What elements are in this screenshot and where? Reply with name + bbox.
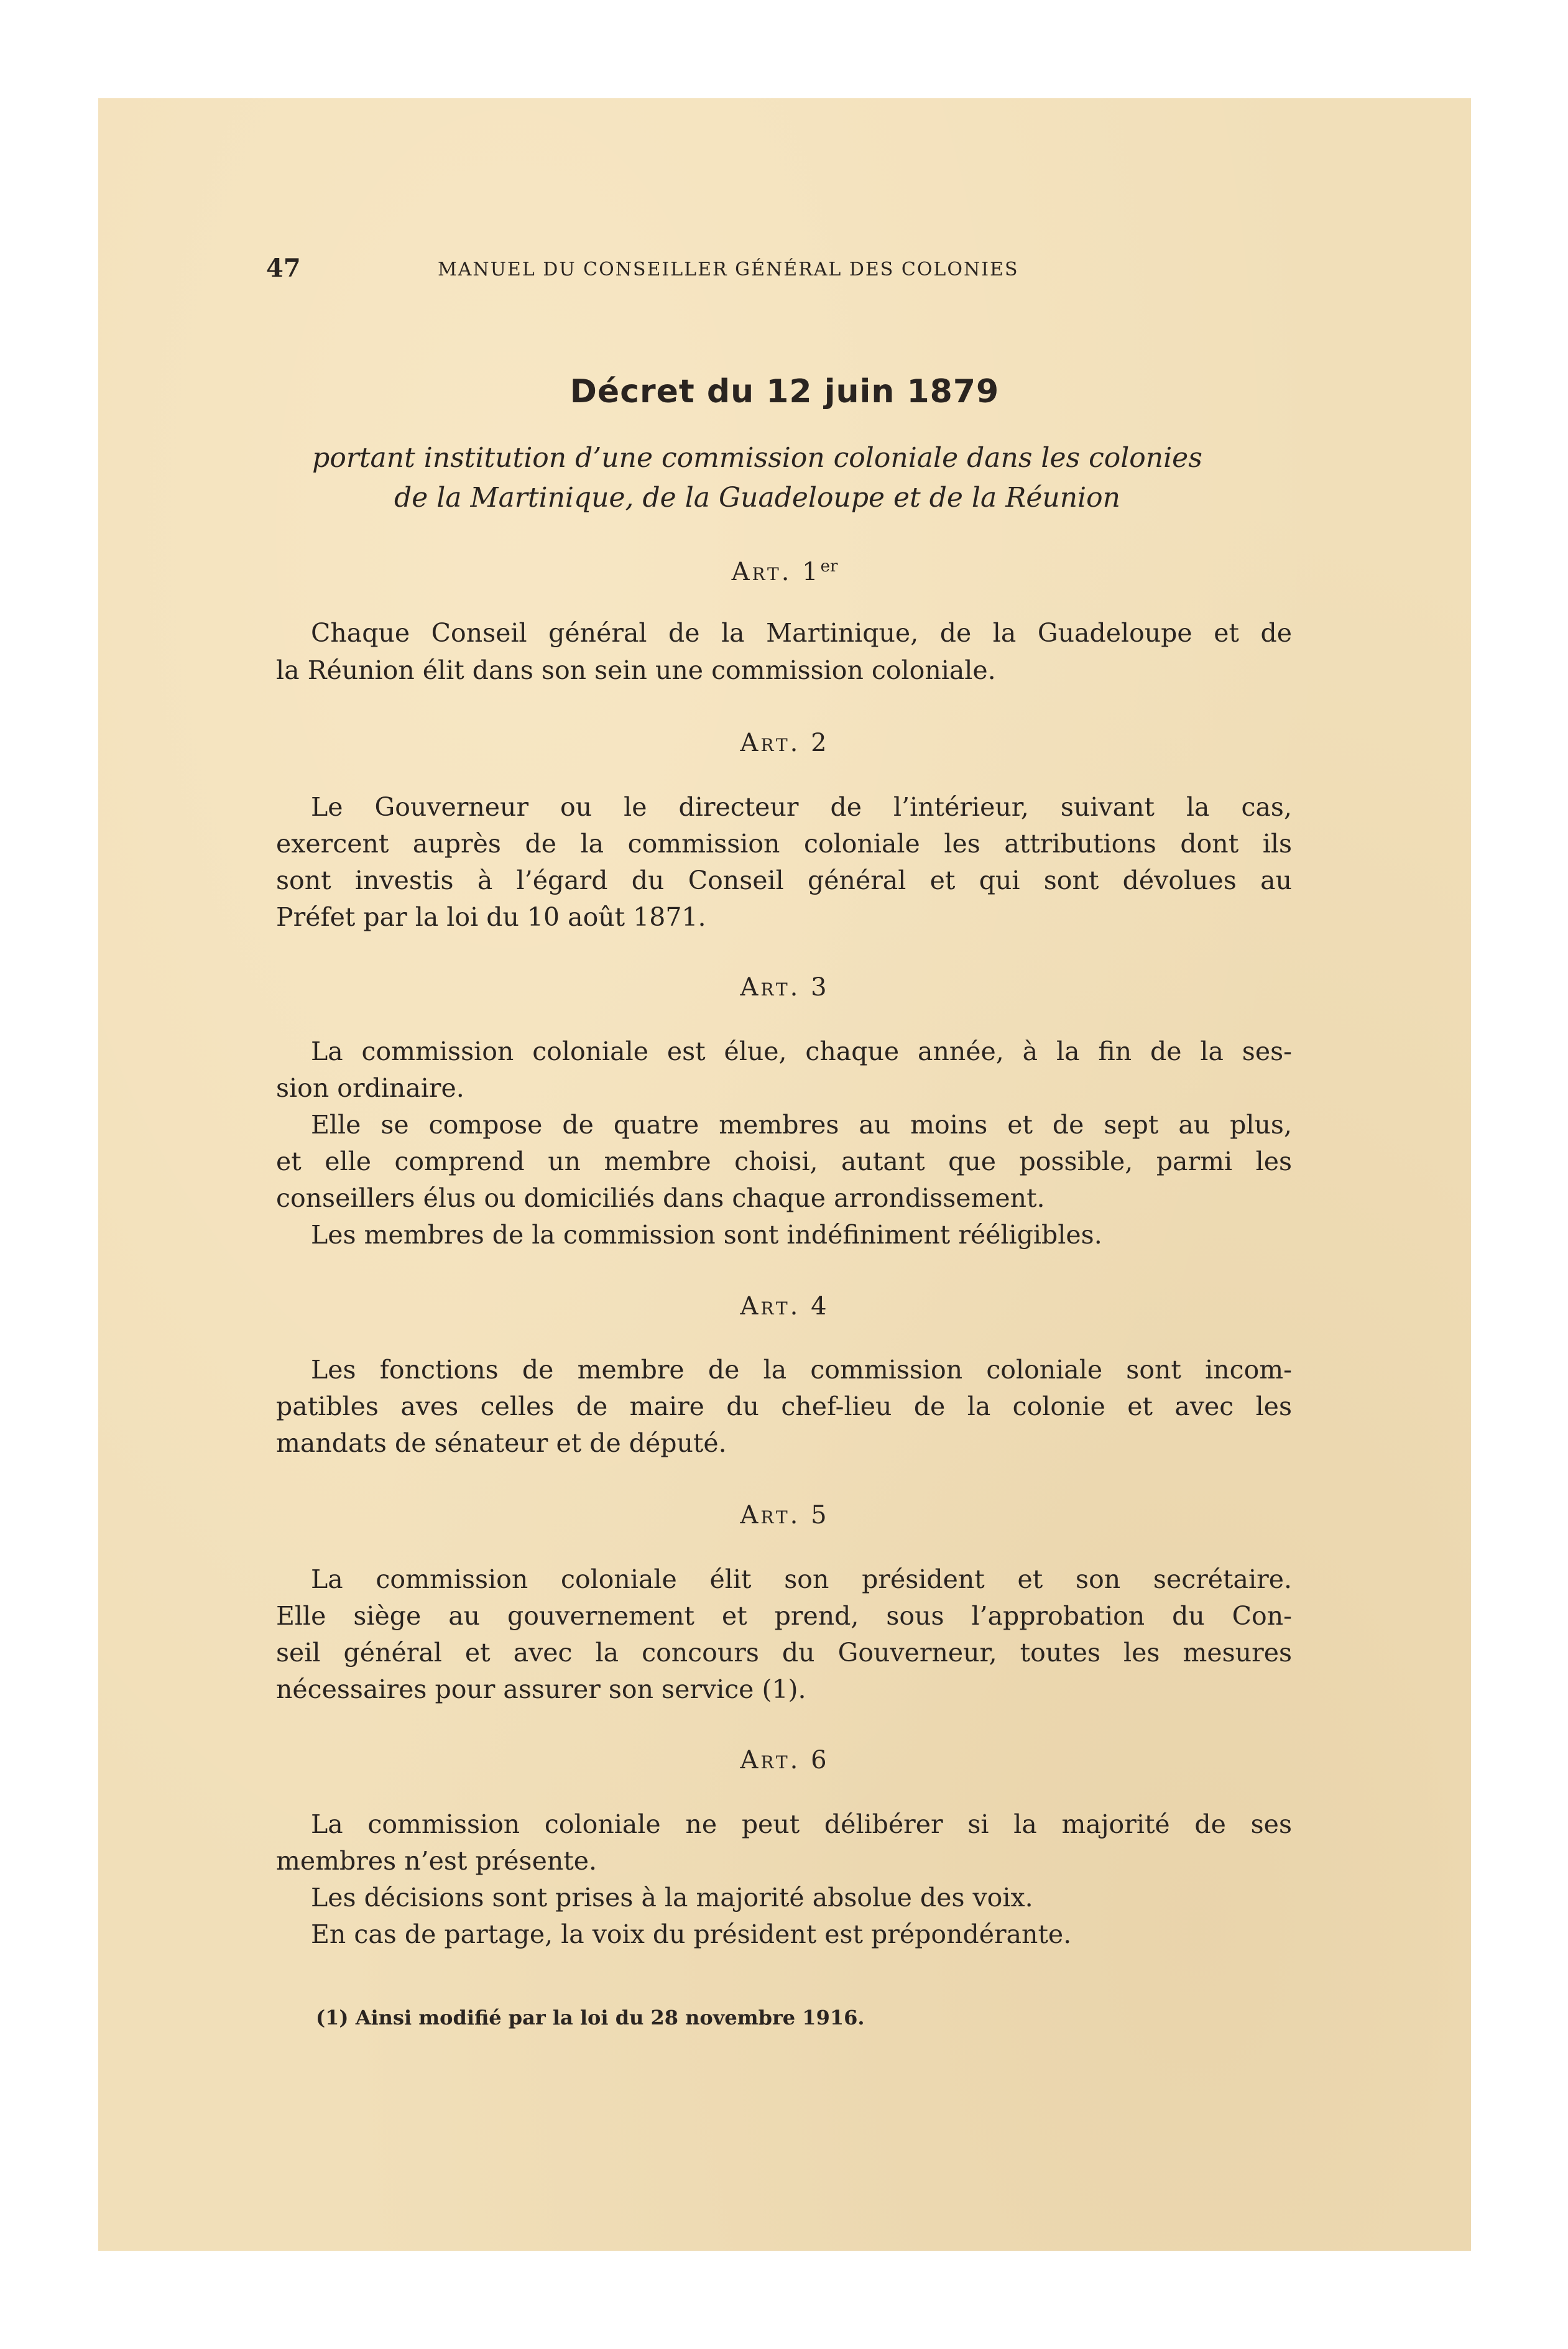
page-header bbox=[266, 254, 1236, 291]
article-4-line: patibles aves celles de maire du chef-lieu de la colonie et avec les bbox=[276, 1391, 1292, 1421]
article-5-line: La commission coloniale élit son président et son secrétaire. bbox=[311, 1564, 1292, 1594]
article-6-line: membres n’est présente. bbox=[276, 1846, 597, 1876]
article-2-line: Le Gouverneur ou le directeur de l’intérieur, suivant la cas, bbox=[311, 792, 1292, 822]
document-page bbox=[98, 98, 1471, 2251]
article-6-line: Les décisions sont prises à la majorité absolue des voix. bbox=[311, 1883, 1033, 1913]
article-3-line: sion ordinaire. bbox=[276, 1073, 464, 1103]
article-5-line: nécessaires pour assurer son service (1). bbox=[276, 1674, 806, 1704]
article-2-line: Préfet par la loi du 10 août 1871. bbox=[276, 902, 706, 932]
article-2-line: exercent auprès de la commission coloniale les attributions dont ils bbox=[276, 829, 1292, 859]
article-3-line: et elle comprend un membre choisi, autant que possible, parmi les bbox=[276, 1147, 1292, 1176]
page-number: 47 bbox=[266, 254, 301, 283]
article-1-line: Chaque Conseil général de la Martinique, de la Guadeloupe et de bbox=[311, 618, 1292, 648]
article-1-line: la Réunion élit dans son sein une commission coloniale. bbox=[276, 655, 996, 685]
running-head: MANUEL DU CONSEILLER GÉNÉRAL DES COLONIES bbox=[438, 259, 1019, 280]
article-2-line: sont investis à l’égard du Conseil général et qui sont dévolues au bbox=[276, 865, 1292, 895]
article-3-line: Elle se compose de quatre membres au moins et de sept au plus, bbox=[311, 1110, 1292, 1140]
article-label: Art. 1 bbox=[731, 558, 821, 586]
article-3-line: Les membres de la commission sont indéfiniment rééligibles. bbox=[311, 1220, 1102, 1250]
decree-subtitle-line: de la Martinique, de la Guadeloupe et de la Réunion bbox=[394, 482, 1120, 514]
article-4-line: mandats de sénateur et de député. bbox=[276, 1428, 727, 1458]
article-heading-5: Art. 5 bbox=[740, 1501, 829, 1530]
decree-subtitle-line: portant institution d’une commission coloniale dans les colonies bbox=[312, 442, 1202, 474]
article-5-line: Elle siège au gouvernement et prend, sous l’approbation du Con- bbox=[276, 1601, 1292, 1631]
article-6-line: La commission coloniale ne peut délibérer si la majorité de ses bbox=[311, 1809, 1292, 1839]
article-label-superscript: er bbox=[820, 557, 838, 576]
article-4-line: Les fonctions de membre de la commission coloniale sont incom- bbox=[311, 1355, 1292, 1385]
article-heading-3: Art. 3 bbox=[740, 973, 829, 1002]
article-5-line: seil général et avec la concours du Gouverneur, toutes les mesures bbox=[276, 1638, 1292, 1668]
article-heading-2: Art. 2 bbox=[740, 729, 829, 757]
article-3-line: La commission coloniale est élue, chaque année, à la fin de la ses- bbox=[311, 1036, 1292, 1066]
article-heading-6: Art. 6 bbox=[740, 1746, 829, 1774]
footnote: (1) Ainsi modifié par la loi du 28 novembre 1916. bbox=[316, 2006, 865, 2029]
decree-title: Décret du 12 juin 1879 bbox=[570, 373, 1000, 410]
article-heading-4: Art. 4 bbox=[740, 1292, 829, 1321]
article-3-line: conseillers élus ou domiciliés dans chaque arrondissement. bbox=[276, 1183, 1045, 1213]
article-heading-1 bbox=[98, 557, 1471, 586]
article-6-line: En cas de partage, la voix du président est prépondérante. bbox=[311, 1919, 1072, 1949]
